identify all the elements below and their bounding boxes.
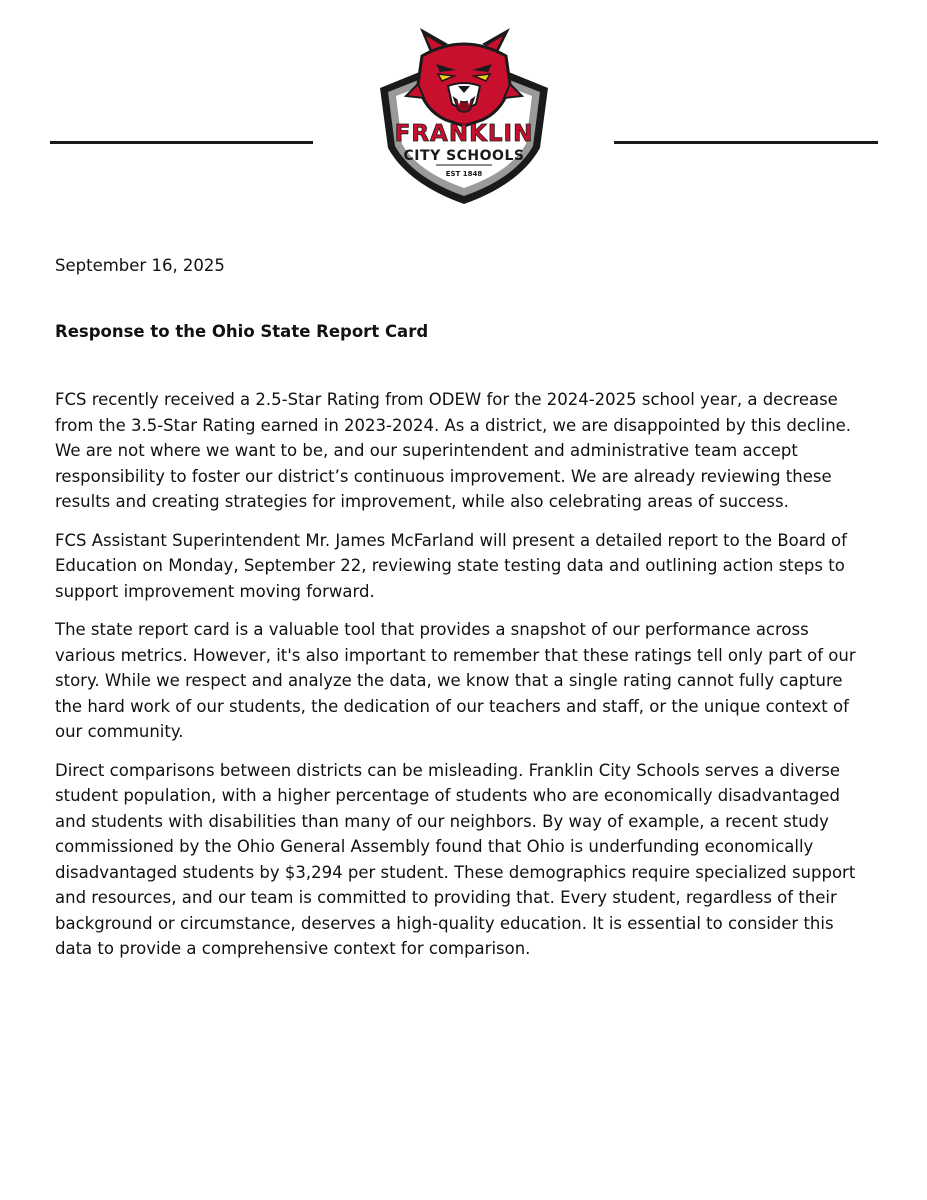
- letter-date: September 16, 2025: [55, 256, 225, 275]
- logo-name-line2: CITY SCHOOLS: [403, 148, 525, 164]
- letter-body: [55, 254, 870, 962]
- logo-name-line1: FRANKLIN: [394, 121, 534, 147]
- letter-subject: Response to the Ohio State Report Card: [55, 322, 429, 341]
- paragraph-rating-decline: FCS recently received a 2.5-Star Rating from ODEW for the 2024-2025 school year, a decrease from the 3.5-Star Rating earned in 2023-2024. As a district, we are disappointed by this decline. We are not where we want to be, and our superintendent and administrative team accept responsibility to foster our district’s continuous improvement. We are already reviewing these results and creating strategies for improvement, while also celebrating areas of success.: [55, 390, 852, 511]
- paragraph-district-comparisons: Direct comparisons between districts can be misleading. Franklin City Schools serves a diverse student population, with a higher percentage of students who are economically disadvantaged and students with disabilities than many of our neighbors. By way of example, a recent study commissioned by the Ohio General Assembly found that Ohio is underfunding economically disadvantaged students by $3,294 per student. These demographics require specialized support and resources, and our team is committed to providing that. Every student, regardless of their background or circumstance, deserves a high-quality education. It is essential to consider this data to provide a comprehensive context for comparison.: [55, 760, 856, 958]
- paragraph-report-card-context: The state report card is a valuable tool that provides a snapshot of our performance across various metrics. However, it's also important to remember that these ratings tell only part of our story. While we respect and analyze the data, we know that a single rating cannot fully capture the hard work of our students, the dedication of our teachers and staff, or the unique context of our community.: [55, 620, 856, 741]
- header-rule-left: [50, 141, 313, 144]
- header-rule-right: [614, 141, 878, 144]
- franklin-city-schools-logo: [370, 26, 558, 206]
- paragraph-board-report: FCS Assistant Superintendent Mr. James McFarland will present a detailed report to the Board of Education on Monday, September 22, reviewing state testing data and outlining action steps to support improvement moving forward.: [55, 530, 847, 601]
- logo-established: EST 1848: [445, 170, 483, 178]
